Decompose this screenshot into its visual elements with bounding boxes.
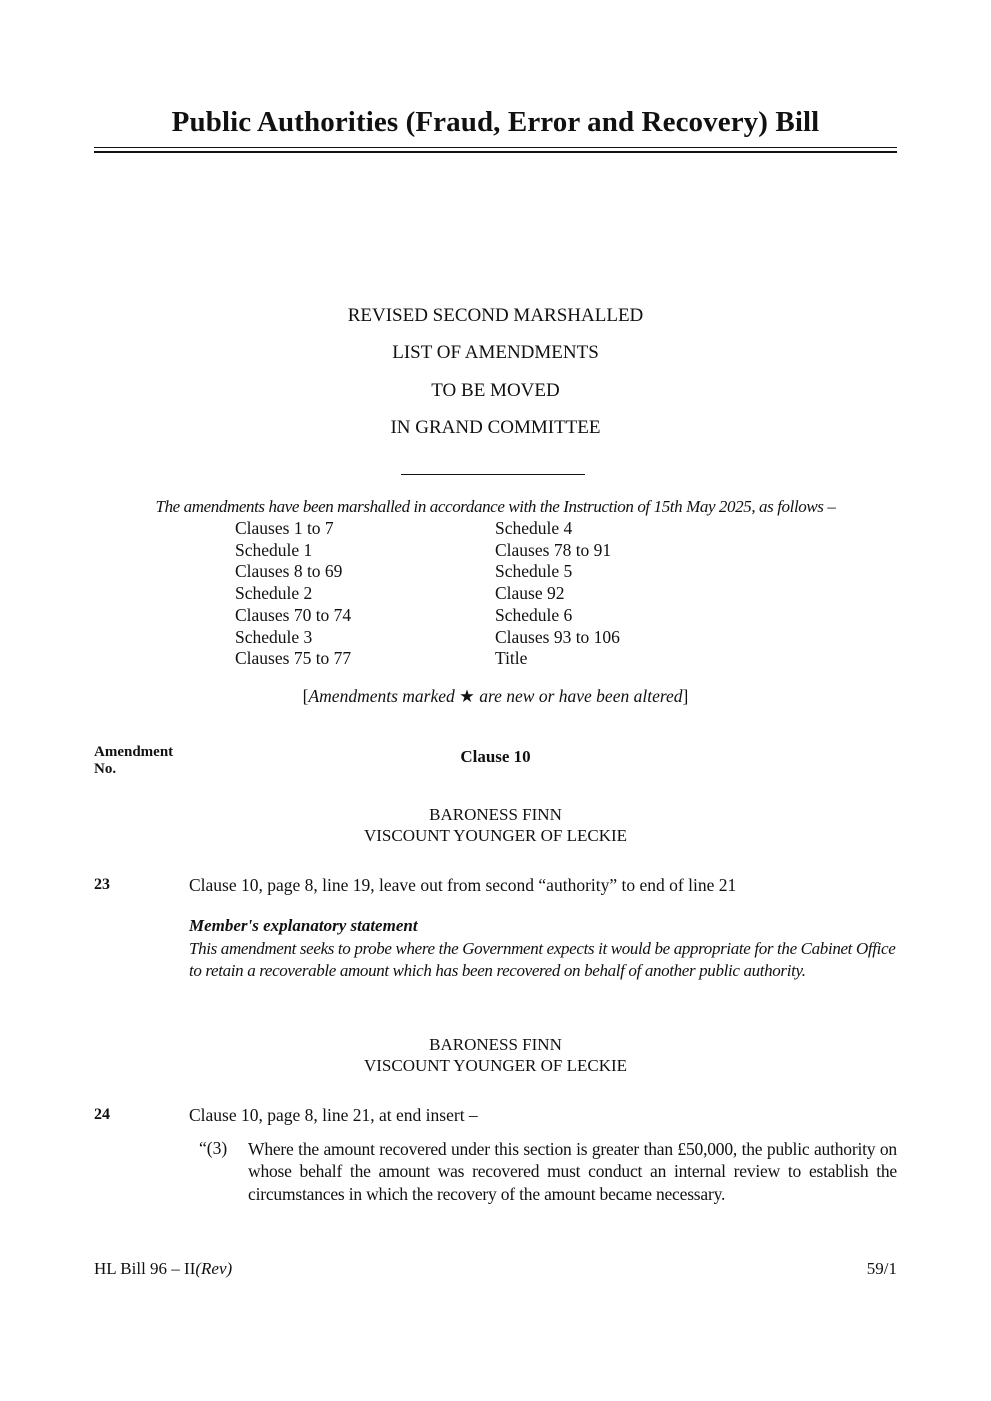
bill-reference xyxy=(94,1259,232,1279)
marshalling-item: Clauses 1 to 7 xyxy=(235,518,334,538)
heading-line-4: IN GRAND COMMITTEE xyxy=(390,417,601,438)
marshalling-item: Schedule 2 xyxy=(235,583,313,604)
title-rule-thin xyxy=(94,147,897,148)
sponsor-name: VISCOUNT YOUNGER OF LECKIE xyxy=(363,826,628,845)
marshalling-item: Clauses 78 to 91 xyxy=(495,539,612,560)
amendment-number: 24 xyxy=(94,1106,110,1123)
amendment-number: 23 xyxy=(94,876,110,893)
heading-line-1: REVISED SECOND MARSHALLED xyxy=(347,305,644,326)
marshalling-item: Clause 92 xyxy=(495,583,565,604)
note-open-bracket: [ xyxy=(302,686,309,706)
explanatory-statement-title: Member's explanatory statement xyxy=(189,916,418,935)
amendment-24-sponsors xyxy=(0,1034,991,1076)
heading-line-3: TO BE MOVED xyxy=(431,380,560,401)
inserted-subsection-label: “(3) xyxy=(199,1138,228,1158)
star-icon: ★ xyxy=(459,686,475,706)
altered-amendments-note xyxy=(0,686,991,707)
marshalling-intro: The amendments have been marshalled in accordance with the Instruction of 15th May 2025, as follows – xyxy=(155,497,836,516)
marshalling-item: Schedule 6 xyxy=(495,604,573,625)
amendment-label-line2: No. xyxy=(94,761,117,777)
sponsor-name: BARONESS FINN xyxy=(429,805,562,824)
marshalling-item: Clauses 70 to 74 xyxy=(235,604,352,625)
marshalling-left-column xyxy=(235,518,351,670)
amendment-label-line1: Amendment xyxy=(94,744,174,760)
marshalling-right-column xyxy=(495,518,620,670)
amendment-text: Clause 10, page 8, line 21, at end insert – xyxy=(189,1105,478,1125)
amendment-23-sponsors xyxy=(0,804,991,846)
marshalling-item: Schedule 3 xyxy=(235,626,313,647)
sponsor-name: BARONESS FINN xyxy=(429,1035,562,1054)
marshalling-item: Schedule 1 xyxy=(235,539,313,560)
bill-reference-suffix: (Rev) xyxy=(195,1259,233,1278)
marshalling-item: Clauses 93 to 106 xyxy=(495,626,620,647)
clause-heading: Clause 10 xyxy=(460,747,531,766)
title-rule-thick xyxy=(94,151,897,153)
marshalling-item: Clauses 8 to 69 xyxy=(235,561,343,582)
marshalling-item: Clauses 75 to 77 xyxy=(235,648,352,669)
sponsor-name: VISCOUNT YOUNGER OF LECKIE xyxy=(363,1056,628,1075)
note-text-after: are new or have been altered xyxy=(474,686,683,706)
heading-line-2: LIST OF AMENDMENTS xyxy=(392,342,599,363)
inserted-subsection-text: Where the amount recovered under this section is greater than £50,000, the public authority on whose behalf the amount was recovered must conduct an internal review to establish the circumstances in which the recovery of the amount became necessary. xyxy=(248,1139,897,1204)
explanatory-statement-body: This amendment seeks to probe where the Government expects it would be appropriate for the Cabinet Office to retain a recoverable amount which has been recovered on behalf of another public authority. xyxy=(189,939,896,980)
marshalling-item: Title xyxy=(495,648,528,669)
marshalling-item: Schedule 5 xyxy=(495,561,573,582)
section-divider xyxy=(401,474,585,475)
note-text-before: Amendments marked xyxy=(308,686,460,706)
amendment-text: Clause 10, page 8, line 19, leave out from second “authority” to end of line 21 xyxy=(189,875,737,895)
note-close-bracket: ] xyxy=(682,686,689,706)
bill-title: Public Authorities (Fraud, Error and Recovery) Bill xyxy=(171,106,820,138)
bill-reference-main: HL Bill 96 – II xyxy=(94,1259,196,1278)
marshalling-item: Schedule 4 xyxy=(495,518,573,538)
page-reference: 59/1 xyxy=(866,1259,897,1278)
